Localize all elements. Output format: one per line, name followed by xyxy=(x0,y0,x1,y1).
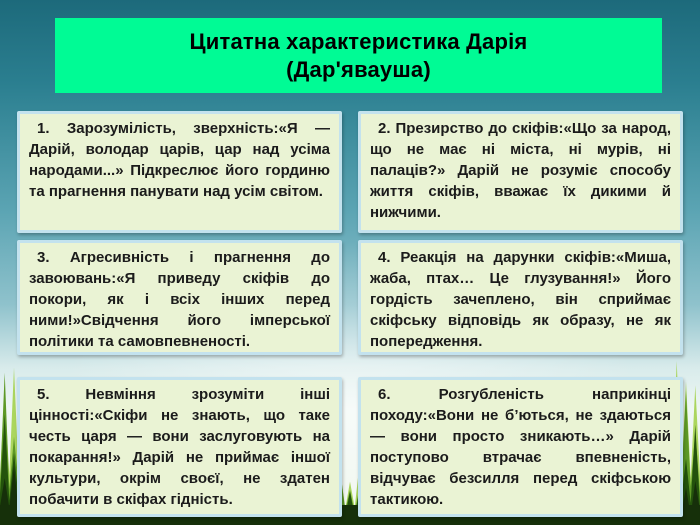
quote-card-5 xyxy=(17,377,342,517)
quote-text-1: 1. Зарозумілість, зверхність:«Я — Дарій, володар царів, цар над усіма народами...» Підкреслює його гординю та прагнення панувати над усім світом. xyxy=(29,120,330,200)
quote-card-4 xyxy=(358,240,683,355)
quote-card-2 xyxy=(358,111,683,233)
quote-card-1 xyxy=(17,111,342,233)
slide-title xyxy=(55,18,662,93)
quote-text-4: 4. Реакція на дарунки скіфів:«Миша, жаба, птах… Це глузування!» Його гордість зачеплено, він сприймає скіфську відповідь як образу, не як попередження. xyxy=(370,249,671,350)
quote-text-5: 5. Невміння зрозуміти інші цінності:«Скіфи не знають, що таке честь царя — вони заслуговують на покарання!» Дарій не приймає іншої культури, окрім своєї, не здатен побачити в скіфах гідність. xyxy=(29,386,330,508)
quote-text-2: 2. Презирство до скіфів:«Що за народ, що не має ні міста, ні мурів, ні палаців?» Дарій не розуміє способу життя скіфів, вважає їх дикими й нижчими. xyxy=(370,120,671,221)
slide-title-line2: (Дар'явауша) xyxy=(286,56,431,82)
quote-text-6: 6. Розгубленість наприкінці походу:«Вони не б’ються, не здаються — вони просто зникають…» Дарій поступово втрачає впевненість, відчуває безсилля перед скіфською тактикою. xyxy=(370,386,671,508)
quote-card-6 xyxy=(358,377,683,517)
quote-text-3: 3. Агресивність і прагнення до завоювань:«Я приведу скіфів до покори, як і всіх інших перед ними!»Свідчення його імперської політики та самовпевненості. xyxy=(29,249,330,350)
quote-card-3 xyxy=(17,240,342,355)
slide-title-line1: Цитатна характеристика Дарія xyxy=(189,28,528,54)
